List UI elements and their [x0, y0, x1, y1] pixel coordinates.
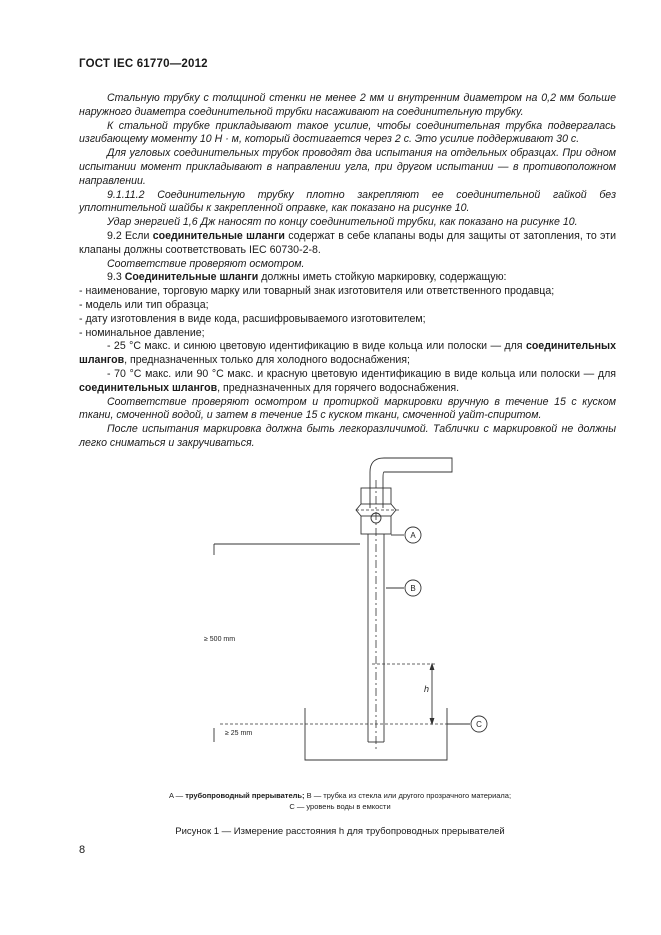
dimension-h: h [424, 684, 430, 694]
text-run: - 70 °С макс. или 90 °С макс. и красную цветовую идентификацию в виде кольца или полоски — для [107, 367, 616, 380]
text-run: должны иметь стойкую маркировку, содержащую: [261, 271, 507, 284]
text-run: A — [168, 791, 184, 800]
list-item: - наименование, торговую марку или товарный знак изготовителя или ответственного продавца; [79, 285, 555, 298]
paragraph: После испытания маркировка должна быть легкоразличимой. Таблички с маркировкой не должны легко сниматься и закручиваться. [79, 423, 616, 449]
label-a: A [410, 531, 416, 540]
paragraph: К стальной трубке прикладывают такое усилие, чтобы соединительная трубка подвергалась изгибающему моменту 10 Н · м, который достигается через 2 с. Это усилие поддерживают 30 с. [79, 119, 616, 146]
text-run: - 25 °С макс. и синюю цветовую идентификацию в виде кольца или полоски — для [107, 340, 523, 353]
list-item: - модель или тип образца; [79, 298, 209, 311]
bold-term: соединительных шлангов [79, 340, 616, 367]
text-run: содержат в себе клапаны воды для защиты от затопления, то эти клапаны должны соответствовать IEC 60730-2-8. [79, 229, 616, 256]
dimension-500: ≥ 500 mm [204, 636, 236, 643]
paragraph: Соответствие проверяют осмотром и протиркой маркировки вручную в течение 15 с куском ткани, смоченной водой, и затем в течение 15 с куском ткани, смоченной уайт-спиритом. [79, 395, 616, 422]
document-header: ГОСТ IEC 61770—2012 [79, 58, 208, 70]
bold-term: соединительных шлангов [79, 381, 218, 394]
dimension-25: ≥ 25 mm [225, 730, 253, 737]
bold-term: Соединительные шланги [124, 271, 259, 284]
legend-line [60, 790, 620, 801]
page-number: 8 [79, 844, 86, 856]
bold-term: соединительные шланги [152, 229, 285, 242]
paragraph: Для угловых соединительных трубок проводят два испытания на отдельных образцах. При одном испытании момент прикладывают в направлении угла, при другом испытании — в противоположном направлении. [79, 147, 616, 187]
figure-legend [60, 790, 620, 812]
pipe-elbow [370, 458, 452, 508]
text-run: , предназначенных только для холодного водоснабжения; [124, 354, 410, 367]
legend-line: C — уровень воды в емкости [289, 802, 391, 811]
text-run: , предназначенных для горячего водоснабжения. [217, 381, 460, 394]
list-item: - номинальное давление; [79, 326, 205, 339]
figure-caption: Рисунок 1 — Измерение расстояния h для трубопроводных прерывателей [175, 826, 505, 837]
text-run: 9.3 [107, 271, 122, 284]
label-c: C [476, 720, 482, 729]
list-item: - дату изготовления в виде кода, расшифровываемого изготовителем; [79, 312, 426, 325]
bold-term: трубопроводный прерыватель; [185, 791, 305, 800]
text-run: 9.2 Если [107, 229, 150, 242]
paragraph: Удар энергией 1,6 Дж наносят по концу соединительной трубки, как показано на рисунке 10. [107, 216, 578, 229]
paragraph: 9.1.11.2 Соединительную трубку плотно закрепляют ее соединительной гайкой без уплотнительной шайбы к закрепленной оправке, как показано на рисунке 10. [79, 188, 616, 215]
text-run: B — трубка из стекла или другого прозрачного материала; [306, 791, 512, 800]
paragraph: Стальную трубку с толщиной стенки не менее 2 мм и внутренним диаметром на 0,2 мм больше наружного диаметра соединительной трубки насаживают на соединительную трубку. [79, 92, 616, 118]
label-b: B [410, 584, 416, 593]
paragraph: Соответствие проверяют осмотром. [107, 257, 305, 270]
